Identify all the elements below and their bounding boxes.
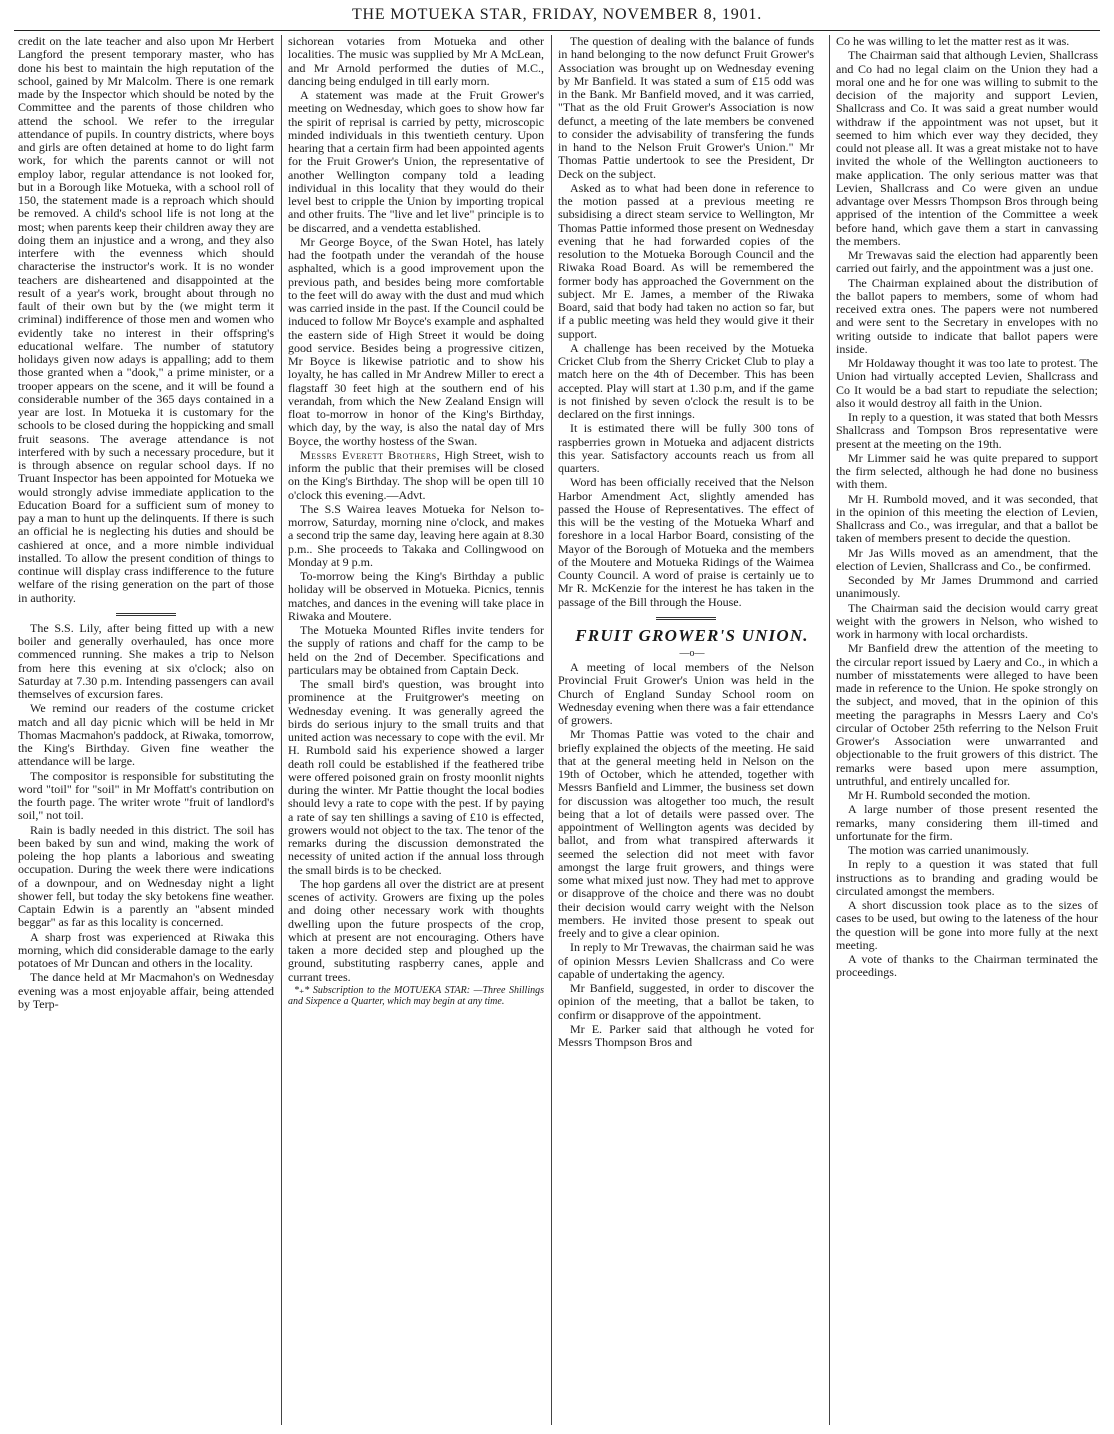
section-heading: FRUIT GROWER'S UNION. (575, 625, 809, 645)
masthead: THE MOTUEKA STAR, FRIDAY, NOVEMBER 8, 1901. (351, 6, 763, 23)
article-paragraph: A sharp frost was experienced at Riwaka this morning, which did considerable damage to the early potatoes of Mr Duncan and others in the locality. (18, 929, 274, 970)
article-paragraph: credit on the late teacher and also upon Mr Herbert Langford the present temporary master, who has done his best to maintain the high reputation of the school, gained by Mr Malcolm. There is one remark made by the Inspector which should be noted by the Committee and the parents of those children who attend the school. We refer to the irregular attendance of pupils. In country districts, where boys and girls are often detained at home to do light farm work, for which the parents cannot or will not employ labor, regular attendance is not looked for, but in a Borough like Motueka, with a school roll of 150, the statement made is a reproach which should be removed. A child's school life is not long at the most; when parents keep their children away they are doing them an injustice and a wrong, and they also interfere with the evenness which should characterise the instructor's work. It is no wonder teachers are disheartened and disappointed at the result of a year's work, brought about through no fault of their own but by the (we might term it criminal) indifference of those men and women who evidently take no interest in their offspring's educational welfare. The number of statutory holidays given now adays is appalling; add to them those granted when a "dook," a prime minister, or a trooper appears on the scene, and it will be found a considerable number of the 365 days contained in a year are lost. In Motueka it is customary for the schools to be closed during the hoppicking and small fruit seasons. The average attendance is not interfered with by such a necessary procedure, but it is through absence on regular school days. If no Truant Inspector has been appointed for Motueka we would strongly advise immediate application to the Education Board for a sufficient sum of money to pay a man to hunt up the delinquents. If there is such an official he is neglecting his duties and should be cashiered at once, and a more nimble individual installed. To allow the present condition of things to continue will display crass indifference to the future welfare of the rising generation on the part of those in authority. (18, 35, 274, 605)
article-paragraph: Mr Holdaway thought it was too late to protest. The Union had virtually accepted Levien, Shallcrass and Co It would be a bad start to repudiate the selection; also it would destroy all faith in the Union. (836, 356, 1098, 410)
article-paragraph: The small bird's question, was brought into prominence at the Fruitgrower's meeting on Wednesday evening. It was generally agreed the birds do serious injury to the small truits and that united action was necessary to cope with the evil. Mr H. Rumbold said his experience showed a larger death roll could be established if the feathered tribe were offered poisoned grain on frosty moonlit nights during the winter. Mr Pattie thought the local bodies should levy a rate to cope with the pest. If by paying a rate of say ten shillings a saving of £10 is effected, growers would not object to the tax. The tenor of the remarks during the discussion demonstrated the necessity of united action if the annual loss through the small birds is to be checked. (288, 677, 544, 877)
article-paragraph: The S.S. Lily, after being fitted up with a new boiler and generally overhauled, has once more commenced running. She makes a trip to Nelson from here this evening at six o'clock; also on Saturday at 7.30 p.m. Intending passengers can avail themselves of excursion fares. (18, 620, 274, 701)
article-paragraph: Mr Banfield, suggested, in order to discover the opinion of the meeting, that a ballot be taken, to confirm or disapprove of the appointment. (558, 981, 814, 1022)
column-3 (558, 35, 814, 1425)
article-paragraph: Mr Jas Wills moved as an amendment, that the election of Levien, Shallcrass and Co., be confirmed. (836, 545, 1098, 573)
article-paragraph: The question of dealing with the balance of funds in hand belonging to the now defunct Fruit Grower's Association was brought up on Wednesday evening by Mr Banfield. It was stated a sum of £15 odd was in the Bank. Mr Banfield moved, and it was carried, "That as the old Fruit Grower's Association is now defunct, a meeting of the late members be convened to consider the advisability of transfering the funds in hand to the Nelson Fruit Grower's Union." Mr Thomas Pattie undertook to see the President, Dr Deck on the subject. (558, 35, 814, 181)
article-paragraph: Co he was willing to let the matter rest as it was. (836, 35, 1070, 48)
article-paragraph: The hop gardens all over the district are at present scenes of activity. Growers are fixing up the poles and doing other necessary work with thoughts dwelling upon the future prospects of the crop, which at present are not encouraging. Others have taken a more decided step and ploughed up the ground, substituting raspberry canes, apple and currant trees. (288, 876, 544, 984)
subscription-note: *₊* Subscription to the MOTUEKA STAR: —Three Shillings and Sixpence a Quarter, which may begin at any time. (288, 984, 544, 1008)
article-paragraph: In reply to a question, it was stated that both Messrs Shallcrass and Tompson Bros representative were present at the meeting on the 19th. (836, 410, 1098, 451)
article-paragraph: Mr Banfield drew the attention of the meeting to the circular report issued by Laery and Co., in which a number of misstatements were alleged to have been made in reference to the Union. He spoke strongly on the subject, and moved, that in the opinion of this meeting the paragraphs in Messrs Laery and Co's circular of October 25th referring to the Nelson Fruit Grower's Association were unwarranted and objectionable to the fruit growers of this district. The remarks were based upon mere assumption, untruthful, and entirely uncalled for. (836, 641, 1098, 788)
masthead-rule (14, 30, 1100, 31)
article-paragraph: In reply to Mr Trewavas, the chairman said he was of opinion Messrs Levien Shallcrass and Co were capable of undertaking the agency. (558, 940, 814, 981)
article-paragraph: The Motueka Mounted Rifles invite tenders for the supply of rations and chaff for the camp to be held on the 2nd of December. Specifications and particulars may be obtained from Captain Deck. (288, 623, 544, 677)
column-1 (18, 35, 274, 1425)
article-paragraph: Seconded by Mr James Drummond and carried unanimously. (836, 573, 1098, 601)
advertiser-name: Messrs Everett Brothers, (300, 447, 441, 462)
article-paragraph: A meeting of local members of the Nelson Provincial Fruit Grower's Union was held in the Church of England Sunday School room on Wednesday evening when there was a fair ettendance of growers. (558, 660, 814, 727)
article-paragraph: A short discussion took place as to the sizes of cases to be used, but owing to the lateness of the hour the question will be gone into more fully at the next meeting. (836, 898, 1098, 952)
article-paragraph: A large number of those present resented the remarks, many considering them ill-timed and unfortunate for the firm. (836, 802, 1098, 843)
article-paragraph: Mr Trewavas said the election had apparently been carried out fairly, and the appointment was a just one. (836, 248, 1098, 276)
article-paragraph: Mr H. Rumbold seconded the motion. (848, 788, 1031, 802)
article-paragraph: A statement was made at the Fruit Grower's meeting on Wednesday, which goes to show how far the spirit of reprisal is carried by petty, microscopic minded individuals in this twentieth century. Upon hearing that a certain firm had been appointed agents for the Fruit Grower's Union, the representative of another Wellington company told a leading individual in this locality that they would do their level best to cripple the Union by importing tropical and other fruits. The "live and let live" principle is to be discarred, and a vendetta established. (288, 88, 544, 235)
column-divider (829, 35, 830, 1425)
article-paragraph: A challenge has been received by the Motueka Cricket Club from the Sherry Cricket Club to play a match here on the 4th of December. This has been accepted. Play will start at 1.30 p.m, and if the game is not finished by seven o'clock the result is to be declared on the first innings. (558, 340, 814, 421)
article-paragraph: The Chairman said the decision would carry great weight with the growers in Nelson, who wished to work in harmony with local orchardists. (836, 600, 1098, 641)
article-paragraph: Mr George Boyce, of the Swan Hotel, has lately had the footpath under the verandah of the house asphalted, which is a good improvement upon the previous path, and besides being more comfortable to the feet will do away with the dust and mud which was carried inside in the past. If the Council could be induced to follow Mr Boyce's example and asphalted the eastern side of High Street it would be doing good service. Besides being a progressive citizen, Mr Boyce is likewise patriotic and to show his loyalty, he has called in Mr Andrew Miller to erect a flagstaff 30 feet high at the southern end of his verandah, from which the New Zealand Ensign will float to-morrow in honor of the King's Birthday, which day, by the way, is also the natal day of Mrs Boyce, the worthy hostess of the Swan. (288, 234, 544, 448)
article-paragraph: The S.S Wairea leaves Motueka for Nelson to-morrow, Saturday, morning nine o'clock, and makes a second trip the same day, leaving here again at 8.30 p.m.. She proceeds to Takaka and Collingwood on Monday at 9 p.m. (288, 501, 544, 569)
article-paragraph: The compositor is responsible for substituting the word "toil" for "soil" in Mr Moffatt's contribution on the fourth page. The writer wrote "fruit of landlord's soil," not toil. (18, 768, 274, 823)
column-divider (551, 35, 552, 1425)
article-paragraph: Rain is badly needed in this district. The soil has been baked by sun and wind, making the work of poleing the hop plants a laborious and sweating occupation. During the week there were indications of a downpour, and on Wednesday night a light shower fell, but today the sky betokens fine weather. Captain Edwin is a parently an "absent minded beggar" as far as this locality is concerned. (18, 822, 274, 930)
advertisement (288, 449, 544, 502)
column-2 (288, 35, 544, 1425)
article-paragraph: A vote of thanks to the Chairman terminated the proceedings. (836, 952, 1098, 980)
article-paragraph: Mr E. Parker said that although he voted for Messrs Thompson Bros and (558, 1021, 814, 1049)
article-paragraph: Word has been officially received that the Nelson Harbor Amendment Act, slightly amended has passed the House of Representatives. The effect of this will be the vesting of the Motueka Wharf and foreshore in a local Harbor Board, consisting of the Mayor of the Borough of Motueka and the members of the Moutere and Motueka Ridings of the Waimea County Council. A word of praise is certainly ue to Mr R. McKenzie for the interest he has taken in the passage of the Bill through the House. (558, 475, 814, 609)
article-paragraph: Mr Limmer said he was quite prepared to support the firm selected, although he had done no business with them. (836, 450, 1098, 492)
article-paragraph: The dance held at Mr Macmahon's on Wednesday evening was a most enjoyable affair, being attended by Terp- (18, 970, 274, 1011)
article-paragraph: Mr H. Rumbold moved, and it was seconded, that in the opinion of this meeting the election of Levien, Shallcrass and Co., was irregular, and that a ballot be taken of members present to decide the question. (836, 491, 1098, 546)
article-paragraph: The Chairman explained about the distribution of the ballot papers to members, some of whom had received extra ones. The papers were not numbered and were sent to the Secretary in envelopes with no writing outside to indicate that ballot papers were inside. (836, 275, 1098, 356)
column-4 (836, 35, 1098, 1425)
section-rule (656, 617, 716, 620)
article-paragraph: Mr Thomas Pattie was voted to the chair and briefly explained the objects of the meeting. He said that at the general meeting held in Nelson on the 19th of October, which he attended, together with Messrs Banfield and Limmer, the business set down for discussion was altogether too much, the result being that a lot of details were passed over. The appointment of Wellington agents was decided by ballot, and from what transpired afterwards it seemed the selection did not meet with favor amongst the large fruit growers, and things were some what mixed just now. They had met to approve or disapprove of the choice and there was no doubt their decision would carry weight with the Nelson members. He invited those present to speak out freely and to give a clear opinion. (558, 727, 814, 940)
article-paragraph: It is estimated there will be fully 300 tons of raspberries grown in Motueka and adjacent districts this year. Satisfactory accounts reach us from all quarters. (558, 421, 814, 475)
heading-ornament: —o— (679, 647, 705, 659)
article-paragraph: The motion was carried unanimously. (848, 843, 1029, 857)
section-rule (116, 613, 176, 616)
article-paragraph: Asked as to what had been done in reference to the motion passed at a previous meeting re subsidising a direct steam service to Wellington, Mr Thomas Pattie informed those present on Wednesday evening that he had forwarded copies of the resolution to the Motueka Borough Council and the Riwaka Road Board. As will be remembered the former body has approached the Government on the subject. Mr E. James, a member of the Riwaka Board, said that body had taken no action so far, but if a public meeting was held they would give it their support. (558, 180, 814, 341)
article-paragraph: We remind our readers of the costume cricket match and all day picnic which will be held in Mr Thomas Macmahon's paddock, at Riwaka, tomorrow, the King's Birthday. Given fine weather the attendance will be large. (18, 701, 274, 769)
article-paragraph: To-morrow being the King's Birthday a public holiday will be observed in Motueka. Picnics, tennis matches, and dances in the evening will take place in Riwaka and Moutere. (288, 569, 544, 623)
article-paragraph: In reply to a question it was stated that full instructions as to branding and grading would be circulated amongst the members. (836, 857, 1098, 898)
column-divider (281, 35, 282, 1425)
article-paragraph: The Chairman said that although Levien, Shallcrass and Co had no legal claim on the Union they had a moral one and he for one was willing to submit to the decision of the majority and support Levien, Shallcrass and Co. It was said a great number would withdraw if the appointment was not upset, but it seemed to him which ever way they decided, they could not please all. It was a great mistake not to have invited the whole of the Wellington auctioneers to make application. The only serious matter was that Levien, Shallcrass and Co were given an undue advantage over Messrs Thompson Bros through being apprised of the intention of the Committee a week before hand, which gave them a start in canvassing the members. (836, 48, 1098, 248)
article-paragraph: sichorean votaries from Motueka and other localities. The music was supplied by Mr A McLean, and Mr Arnold performed the duties of M.C., dancing being endulged in till early morn. (288, 35, 544, 88)
advertisement-text: High Street, wish to inform the public that their premises will be closed on the King's Birthday. The shop will be open till 10 o'clock this evening.—Advt. (288, 447, 544, 502)
